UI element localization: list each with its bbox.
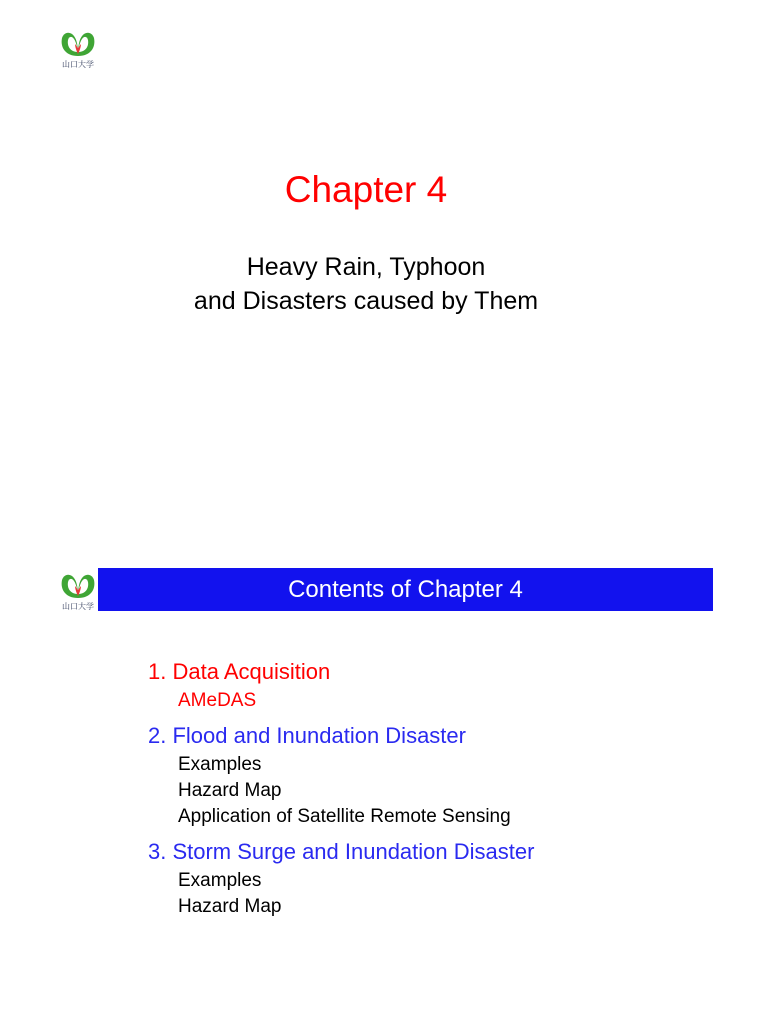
university-logo-icon bbox=[58, 570, 98, 602]
logo-text: 山口大学 bbox=[62, 602, 94, 611]
table-of-contents bbox=[148, 656, 534, 926]
subtitle-line-1: Heavy Rain, Typhoon bbox=[246, 253, 486, 281]
university-logo bbox=[58, 570, 98, 614]
toc-heading: 3. Storm Surge and Inundation Disaster bbox=[148, 839, 535, 864]
toc-item: Examples bbox=[178, 870, 262, 891]
chapter-title: Chapter 4 bbox=[284, 169, 448, 210]
toc-section-2 bbox=[148, 720, 534, 830]
chapter-subtitle bbox=[0, 250, 732, 318]
subtitle-line-2: and Disasters caused by Them bbox=[193, 287, 539, 315]
toc-section-3 bbox=[148, 836, 534, 920]
toc-item: Examples bbox=[178, 754, 262, 775]
toc-item: AMeDAS bbox=[178, 690, 257, 711]
toc-heading: 2. Flood and Inundation Disaster bbox=[148, 723, 466, 748]
university-logo bbox=[58, 28, 98, 72]
contents-slide bbox=[0, 560, 768, 1024]
toc-item: Hazard Map bbox=[178, 780, 282, 801]
toc-heading: 1. Data Acquisition bbox=[148, 659, 331, 684]
contents-banner: Contents of Chapter 4 bbox=[98, 568, 713, 611]
logo-text: 山口大学 bbox=[62, 60, 94, 69]
toc-item: Hazard Map bbox=[178, 896, 282, 917]
toc-section-1 bbox=[148, 656, 534, 714]
toc-item: Application of Satellite Remote Sensing bbox=[178, 806, 511, 827]
university-logo-icon bbox=[58, 28, 98, 60]
